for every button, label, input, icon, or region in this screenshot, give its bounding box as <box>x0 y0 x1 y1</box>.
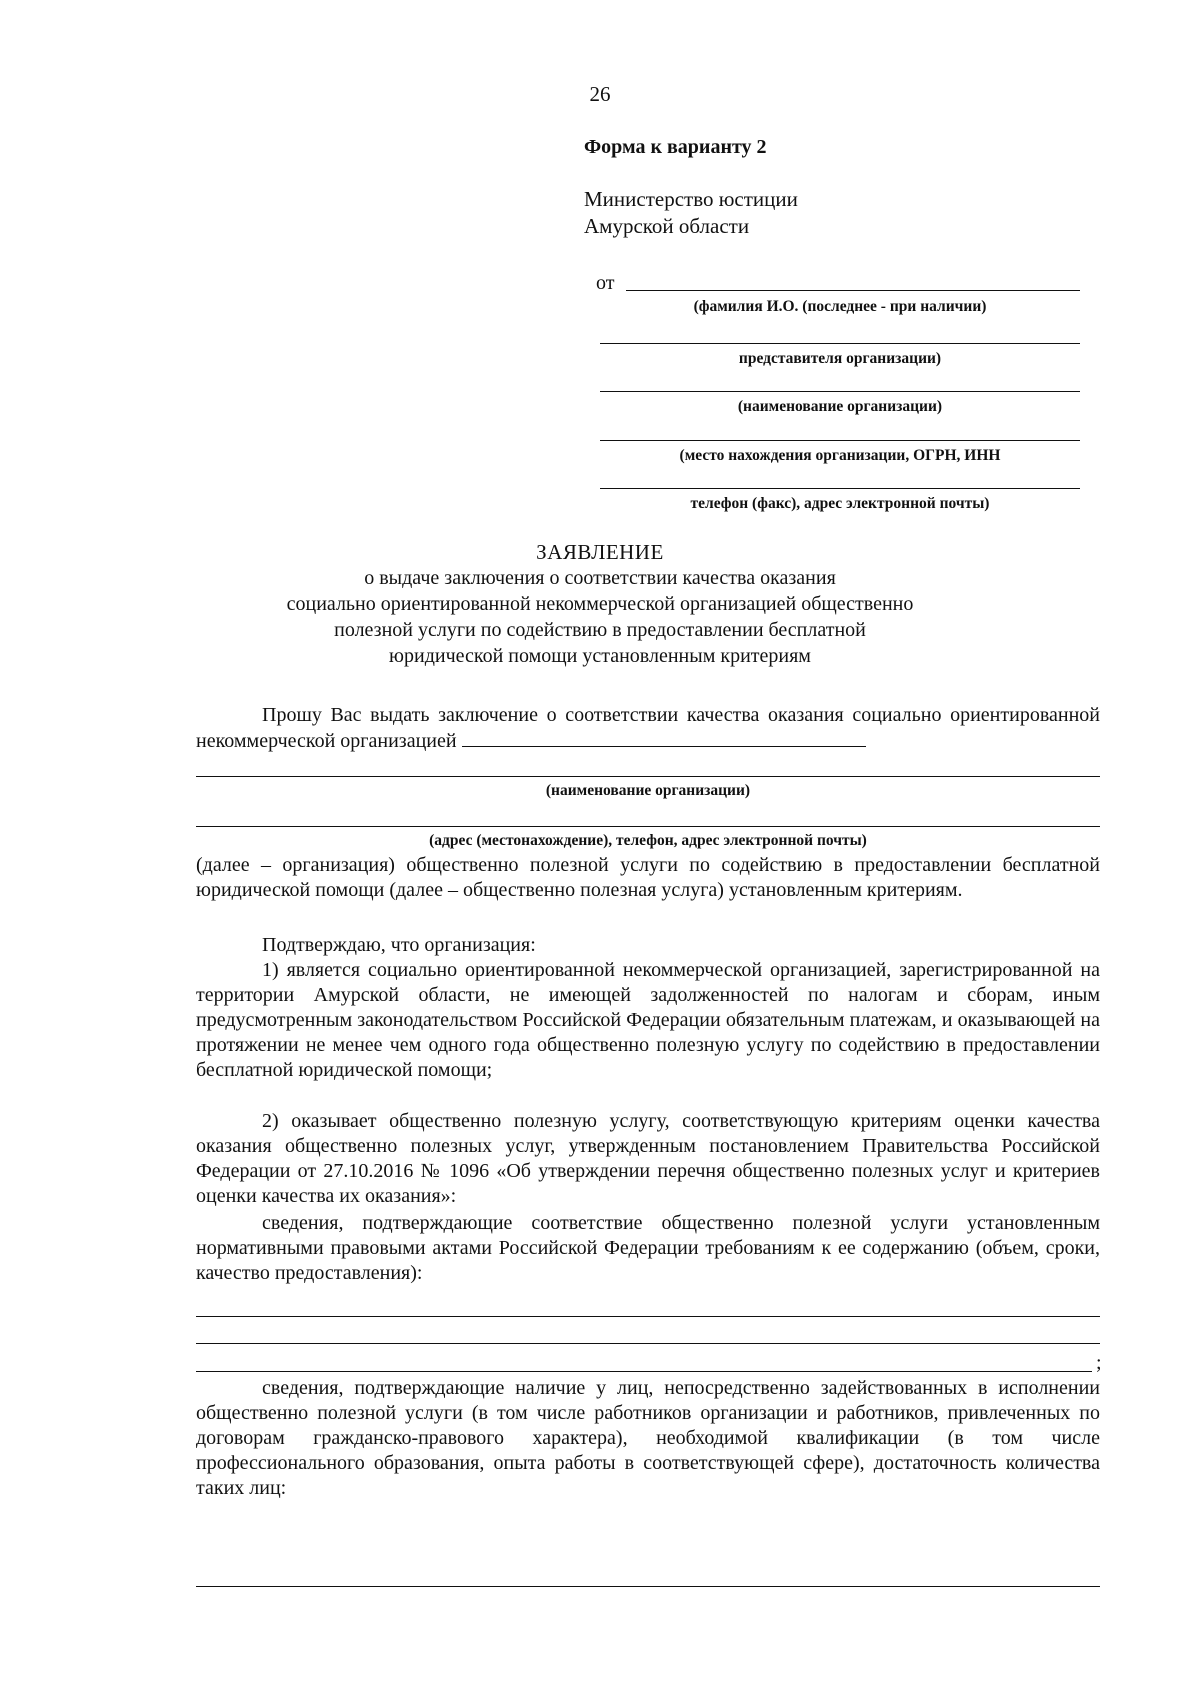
representative-line[interactable] <box>600 343 1080 344</box>
request-text: Прошу Вас выдать заключение о соответствии качества оказания социально ориентированной некоммерческой организацией <box>196 704 1100 752</box>
subtitle-line-1: о выдаче заключения о соответствии качества оказания <box>364 567 836 589</box>
caption-org-name: (наименование организации) <box>737 398 943 415</box>
form-title: Форма к варианту 2 <box>584 136 767 158</box>
subtitle-line-2: социально ориентированной некоммерческой организацией общественно <box>286 593 914 615</box>
page-number: 26 <box>589 82 611 106</box>
item-1-paragraph: 1) является социально ориентированной некоммерческой организацией, зарегистрированной на территории Амурской области, не имеющей задолженностей по налогам и сборам, иным предусмотренным законодательством Российской Федерации обязательным платежам, и оказывающей на протяжении не менее чем одного года общественно полезную услугу по содействию в предоставлении бесплатной юридической помощи; <box>196 959 1100 1081</box>
requirements-answer-line-1[interactable] <box>196 1316 1100 1317</box>
org-name-full-line[interactable] <box>196 776 1100 777</box>
caption-sender-name: (фамилия И.О. (последнее - при наличии) <box>693 298 987 315</box>
addressee-line-1: Министерство юстиции <box>584 187 798 211</box>
request-paragraph <box>196 703 1100 754</box>
org-name-line[interactable] <box>600 391 1080 392</box>
org-name-inline-line[interactable] <box>462 728 866 747</box>
requirements-answer-line-3[interactable] <box>196 1371 1092 1372</box>
caption-org-location: (место нахождения организации, ОГРН, ИНН <box>679 447 1001 464</box>
info-requirements-paragraph: сведения, подтверждающие соответствие общественно полезной услуги установленным нормативными правовыми актами Российской Федерации требованиям к ее содержанию (объем, сроки, качество предоставления): <box>196 1212 1100 1284</box>
subtitle-line-4: юридической помощи установленным критериям <box>389 645 811 667</box>
info-staff-paragraph: сведения, подтверждающие наличие у лиц, непосредственно задействованных в исполнении общественно полезной услуги (в том числе работников организации и работников, привлеченных по договорам гражданско-правового характера), необходимой квалификации (в том числе профессионального образования, опыта работы в соответствующей сфере), достаточность количества таких лиц: <box>196 1377 1100 1499</box>
semicolon-mark: ; <box>1096 1352 1102 1374</box>
caption-org-name-body: (наименование организации) <box>545 782 751 799</box>
caption-representative: представителя организации) <box>738 350 942 367</box>
caption-org-address: (адрес (местонахождение), телефон, адрес электронной почты) <box>429 832 867 849</box>
item-2-paragraph: 2) оказывает общественно полезную услугу, соответствующую критериям оценки качества оказания общественно полезных услуг, утвержденным постановлением Правительства Российской Федерации от 27.10.2016 № 1096 «Об утверждении перечня общественно полезных услуг и критериев оценки качества их оказания»: <box>196 1110 1100 1207</box>
addressee-block <box>584 186 798 240</box>
from-label: от <box>596 272 615 294</box>
requirements-answer-line-2[interactable] <box>196 1343 1100 1344</box>
caption-org-contacts: телефон (факс), адрес электронной почты) <box>690 495 990 512</box>
org-address-line[interactable] <box>196 826 1100 827</box>
org-contacts-line[interactable] <box>600 488 1080 489</box>
document-title: ЗАЯВЛЕНИЕ <box>536 540 664 564</box>
staff-answer-line[interactable] <box>196 1586 1100 1587</box>
addressee-line-2: Амурской области <box>584 214 750 238</box>
confirm-intro: Подтверждаю, что организация: <box>262 934 536 956</box>
sender-name-line[interactable] <box>626 290 1080 291</box>
subtitle-line-3: полезной услуги по содействию в предоставлении бесплатной <box>334 619 866 641</box>
document-subtitle <box>200 565 1000 669</box>
paragraph-further: (далее – организация) общественно полезной услуги по содействию в предоставлении бесплатной юридической помощи (далее – общественно полезная услуга) установленным критериям. <box>196 854 1100 901</box>
org-location-line[interactable] <box>600 440 1080 441</box>
